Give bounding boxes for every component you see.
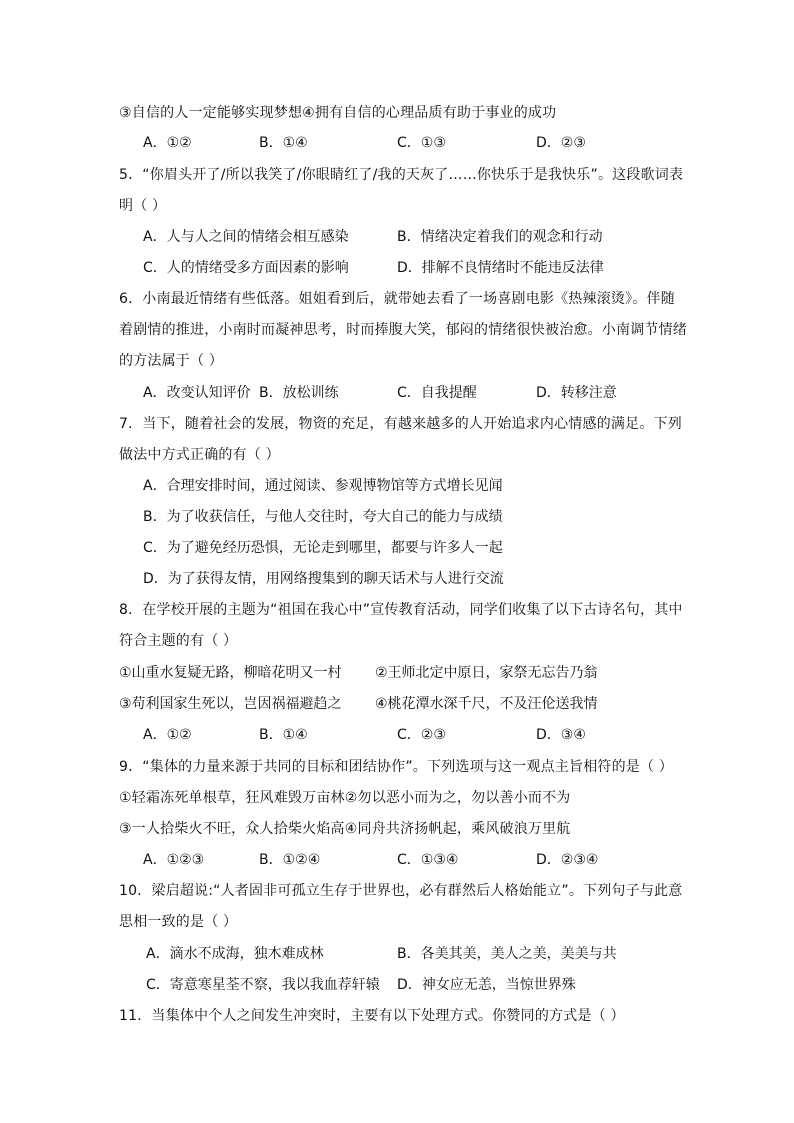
poem-item-3: ③苟利国家生死以，岂因祸福避趋之 (119, 696, 342, 712)
question-5-stem-cont: 明（ ） (119, 198, 167, 214)
option-b: B．各美其美，美人之美，美美与共 (397, 946, 617, 962)
question-7-stem-cont: 做法中方式正确的有（ ） (119, 447, 280, 463)
option-a: A．①② (143, 135, 192, 151)
option-b: B．①④ (259, 135, 308, 151)
option-a: A．①②③ (143, 852, 205, 868)
option-a: A．滴水不成海，独木难成林 (146, 946, 324, 962)
question-6-stem-cont: 着剧情的推进，小南时而凝神思考，时而捧腹大笑，郁闷的情绪很快被治愈。小南调节情绪 (119, 322, 687, 338)
option-b: B．为了收获信任，与他人交往时，夸大自己的能力与成绩 (143, 509, 503, 525)
option-c: C．②③ (397, 727, 446, 743)
option-d: D．②③④ (536, 852, 599, 868)
option-c: C．寄意寒星荃不察，我以我血荐轩辕 (146, 977, 380, 993)
option-c: C．人的情绪受多方面因素的影响 (143, 260, 349, 276)
question-9-items-line-2: ③一人拾柴火不旺，众人拾柴火焰高④同舟共济扬帆起，乘风破浪万里航 (119, 821, 571, 837)
question-7-stem: 7．当下，随着社会的发展，物资的充足，有越来越多的人开始追求内心情感的满足。下列 (119, 416, 682, 432)
question-8-stem: 8．在学校开展的主题为“祖国在我心中”宣传教育活动，同学们收集了以下古诗名句，其中 (119, 602, 683, 618)
question-11-stem: 11．当集体中个人之间发生冲突时，主要有以下处理方式。你赞同的方式是（ ） (119, 1008, 625, 1024)
question-6-stem-cont: 的方法属于（ ） (119, 353, 224, 369)
option-c: C．①③ (397, 135, 446, 151)
question-prev-statement: ③自信的人一定能够实现梦想④拥有自信的心理品质有助于事业的成功 (119, 105, 557, 121)
option-a: A．合理安排时间，通过阅读、参观博物馆等方式增长见闻 (143, 478, 503, 494)
option-b: B．放松训练 (259, 385, 339, 401)
option-a: A．改变认知评价 (143, 385, 251, 401)
option-d: D．③④ (536, 727, 586, 743)
question-10-stem-cont: 思相一致的是（ ） (119, 914, 238, 930)
question-9-items-line-1: ①轻霜冻死单根草，狂风难毁万亩林②勿以恶小而为之，勿以善小而不为 (119, 790, 571, 806)
poem-item-2: ②王师北定中原日，家祭无忘告乃翁 (375, 665, 598, 681)
option-b: B．①④ (259, 727, 308, 743)
option-c: C．①③④ (397, 852, 459, 868)
option-a: A．人与人之间的情绪会相互感染 (143, 229, 349, 245)
question-6-stem: 6．小南最近情绪有些低落。姐姐看到后，就带她去看了一场喜剧电影《热辣滚烫》。伴随 (119, 291, 675, 307)
option-d: D．②③ (536, 135, 586, 151)
poem-item-1: ①山重水复疑无路，柳暗花明又一村 (119, 665, 342, 681)
question-5-stem: 5．“你眉头开了/所以我笑了/你眼睛红了/我的天灰了……你快乐于是我快乐”。这段歌词表 (119, 167, 684, 183)
option-d: D．神女应无恙，当惊世界殊 (397, 977, 576, 993)
question-10-stem: 10．梁启超说:“人者固非可孤立生存于世界也，必有群然后人格始能立”。下列句子与此意 (119, 883, 683, 899)
option-d: D．转移注意 (536, 385, 617, 401)
option-b: B．①②④ (259, 852, 321, 868)
option-d: D．排解不良情绪时不能违反法律 (397, 260, 604, 276)
option-c: C．为了避免经历恐惧，无论走到哪里，都要与许多人一起 (143, 540, 503, 556)
option-c: C．自我提醒 (397, 385, 477, 401)
question-8-stem-cont: 符合主题的有（ ） (119, 633, 238, 649)
option-b: B．情绪决定着我们的观念和行动 (397, 229, 603, 245)
poem-item-4: ④桃花潭水深千尺，不及汪伦送我情 (375, 696, 598, 712)
option-d: D．为了获得友情，用网络搜集到的聊天话术与人进行交流 (143, 571, 504, 587)
question-9-stem: 9．“集体的力量来源于共同的目标和团结协作”。下列选项与这一观点主旨相符的是（ ） (119, 759, 674, 775)
option-a: A．①② (143, 727, 192, 743)
